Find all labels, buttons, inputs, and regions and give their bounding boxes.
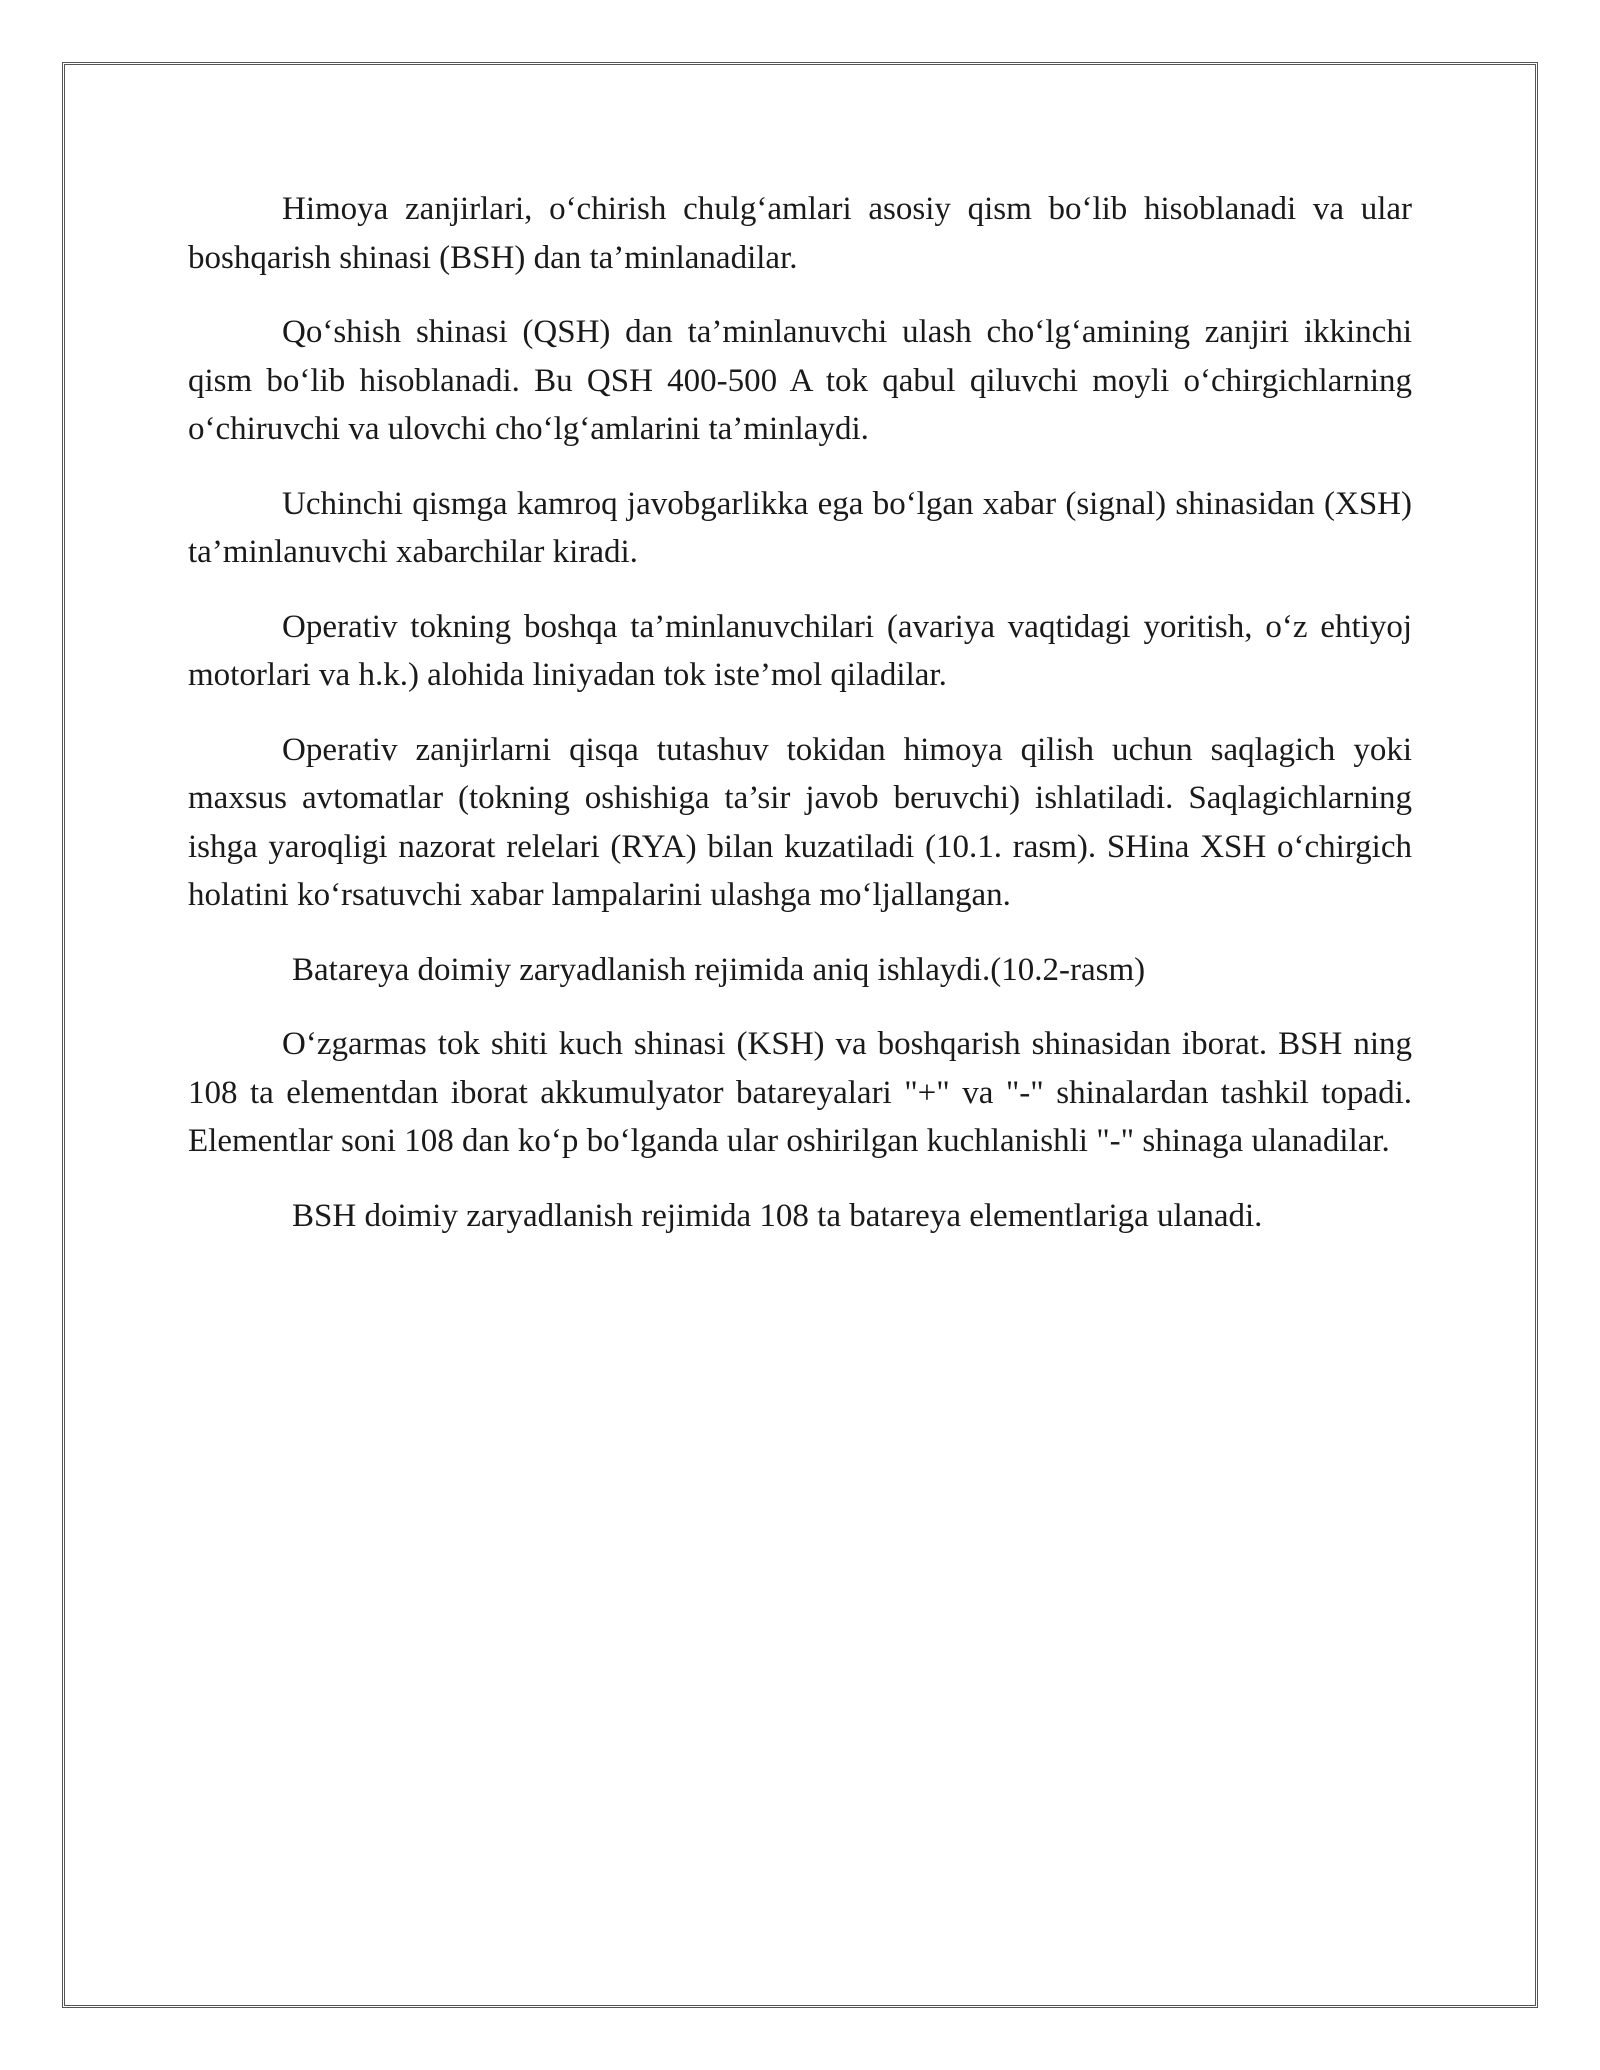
paragraph-5: Operativ zanjirlarni qisqa tutashuv tokidan himoya qilish uchun saqlagich yoki maxsus avtomatlar (tokning oshishiga ta’sir javob beruvchi) ishlatiladi. Saqlagichlarning ishga yaroqligi nazorat relelari (RYA) bilan kuzatiladi (10.1. rasm). SHina XSH o‘chirgich holatini ko‘rsatuvchi xabar lampalarini ulashga mo‘ljallangan.: [188, 731, 1412, 913]
paragraph-6: Batareya doimiy zaryadlanish rejimida aniq ishlaydi.(10.2-rasm): [292, 951, 1146, 988]
paragraph-3: Uchinchi qismga kamroq javobgarlikka ega bo‘lgan xabar (signal) shinasidan (XSH) ta’minlanuvchi xabarchilar kiradi.: [188, 485, 1412, 570]
paragraph-2: Qo‘shish shinasi (QSH) dan ta’minlanuvchi ulash cho‘lg‘amining zanjiri ikkinchi qism bo‘lib hisoblanadi. Bu QSH 400-500 A tok qabul qiluvchi moyli o‘chirgichlarning o‘chiruvchi va ulovchi cho‘lg‘amlarini ta’minlaydi.: [188, 314, 1412, 447]
paragraph-4: Operativ tokning boshqa ta’minlanuvchilari (avariya vaqtidagi yoritish, o‘z ehtiyoj motorlari va h.k.) alohida liniyadan tok iste’mol qiladilar.: [188, 608, 1412, 693]
paragraph-1: Himoya zanjirlari, o‘chirish chulg‘amlari asosiy qism bo‘lib hisoblanadi va ular boshqarish shinasi (BSH) dan ta’minlanadilar.: [188, 191, 1412, 276]
paragraph-7: O‘zgarmas tok shiti kuch shinasi (KSH) va boshqarish shinasidan iborat. BSH ning 108 ta elementdan iborat akkumulyator batareyalari "+" va "-" shinalardan tashkil topadi. Elementlar soni 108 dan ko‘p bo‘lganda ular oshirilgan kuchlanishli "-" shinaga ulanadilar.: [188, 1026, 1412, 1159]
paragraph-8: BSH doimiy zaryadlanish rejimida 108 ta batareya elementlariga ulanadi.: [292, 1197, 1263, 1234]
document-body: [188, 185, 1412, 1266]
